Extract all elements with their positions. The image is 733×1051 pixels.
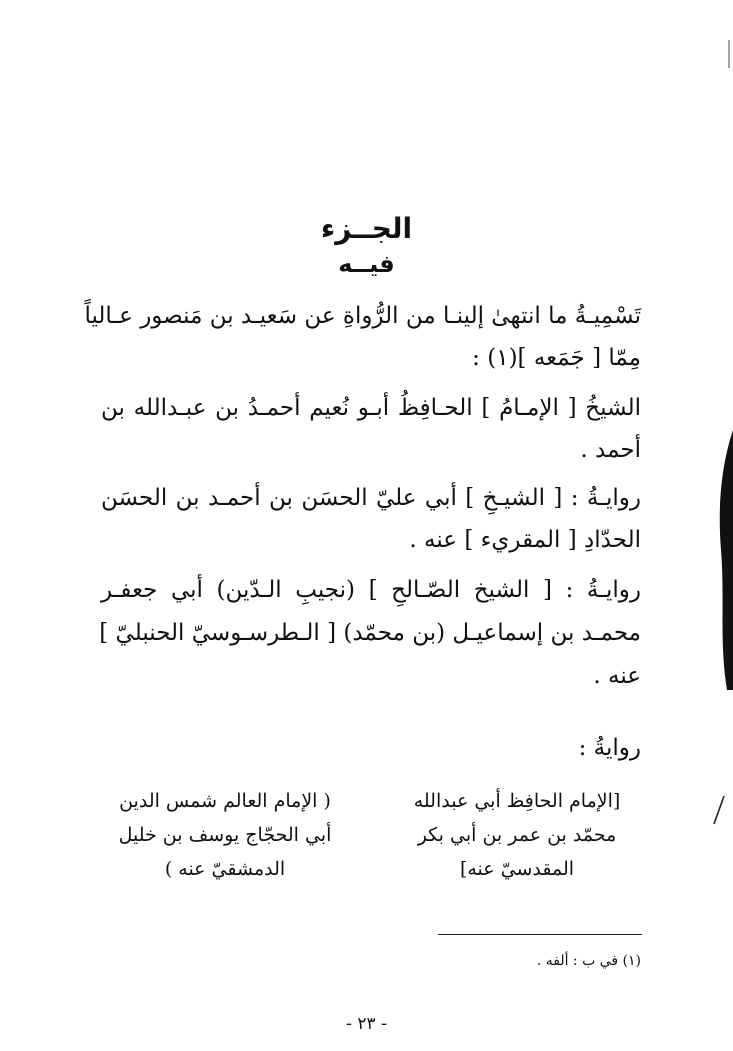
body-line: مِمّا [ جَمَعه ](١) :	[472, 345, 641, 371]
scan-edge-mark	[726, 40, 732, 70]
column-line: المقدسيّ عنه]	[459, 858, 575, 880]
body-line: روايـةُ : [ الشيـخِ ] أبي عليّ الحسَن بن أحمـد بن الحسَن	[101, 485, 641, 511]
body-line: روايـةُ : [ الشيخ الصّـالحِ ] (نجيبِ الـدّين) أبي جعفـر	[101, 577, 641, 603]
section-heading: الجــزء	[320, 212, 413, 245]
riwaya-label: روايةُ :	[578, 735, 641, 761]
narrator-column-left	[95, 784, 355, 886]
body-line: الحدّادِ [ المقريء ] عنه .	[409, 527, 641, 553]
body-line: أحمد .	[580, 437, 641, 463]
column-line: [الإمام الحافِظ أبي عبدالله	[413, 790, 621, 812]
column-line: أبي الحجّاج يوسف بن خليل	[118, 824, 332, 846]
narrator-column-right	[387, 784, 647, 886]
column-line: الدمشقيّ عنه )	[164, 858, 286, 880]
column-line: ( الإمام العالم شمس الدين	[119, 790, 331, 812]
section-subheading: فيــه	[338, 250, 395, 278]
body-line: الشيخُ [ الإمـامُ ] الحـافِظُ أبـو نُعيم أحمـدُ بن عبـدالله بن	[101, 395, 641, 421]
footnote-divider	[438, 934, 642, 935]
footnote: (١) في ب : ألفه .	[536, 953, 641, 969]
scan-stroke-mark	[712, 796, 726, 826]
body-line: محمـد بن إسماعيـل (بن محمّد) [ الـطرسـوسيّ الحنبليّ ]	[99, 620, 641, 646]
body-line: عنه .	[593, 663, 641, 689]
page-number: - ٢٣ -	[345, 1014, 388, 1034]
scan-blot-mark	[713, 430, 733, 690]
body-line: تَسْمِيـةُ ما انتهىٰ إلينـا من الرُّواةِ عن سَعيـد بن مَنصور عـالياً	[84, 303, 641, 329]
column-line: محمّد بن عمر بن أبي بكر	[417, 824, 617, 846]
